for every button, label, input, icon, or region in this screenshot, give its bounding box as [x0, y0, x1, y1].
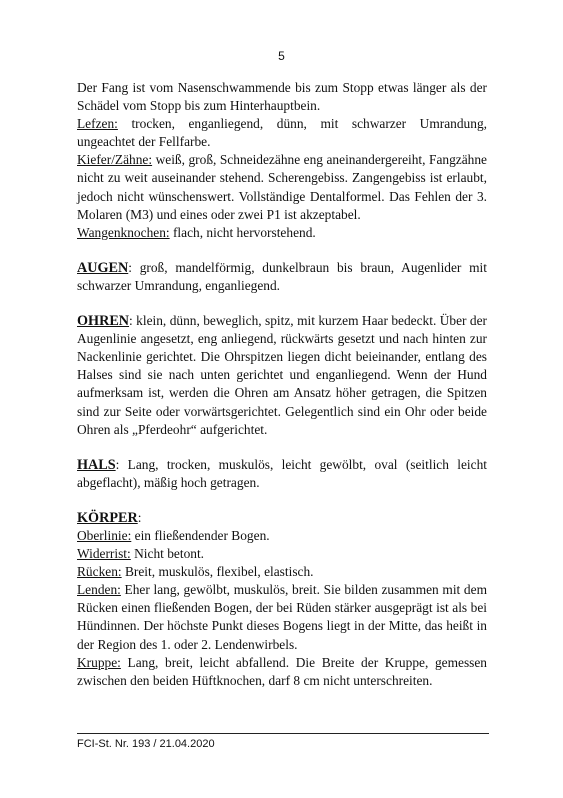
- lenden-paragraph: [77, 581, 487, 653]
- fang-paragraph: Der Fang ist vom Nasenschwammende bis zum Stopp etwas länger als der Schädel vom Stopp bis zum Hinterhauptbein.: [77, 80, 487, 114]
- koerper-text: :: [137, 509, 142, 525]
- koerper-paragraph: [77, 509, 487, 527]
- widerrist-paragraph: [77, 545, 487, 563]
- ohren-paragraph: [77, 312, 487, 439]
- augen-paragraph: [77, 259, 487, 295]
- ruecken-label: Rücken:: [77, 564, 122, 580]
- lefzen-label: Lefzen:: [77, 116, 118, 132]
- lefzen-paragraph: [77, 115, 487, 151]
- ruecken-text: Breit, muskulös, flexibel, elastisch.: [121, 564, 314, 580]
- widerrist-label: Widerrist:: [77, 546, 131, 562]
- page-number: 5: [278, 49, 285, 63]
- augen-heading: AUGEN: [77, 259, 129, 276]
- standard-body: [77, 79, 487, 690]
- hals-paragraph: [77, 456, 487, 492]
- lefzen-text: trocken, enganliegend, dünn, mit schwarzer Umrandung, ungeachtet der Fellfarbe.: [77, 116, 487, 150]
- hals-text: : Lang, trocken, muskulös, leicht gewölbt, oval (seitlich leicht abgeflacht), mäßig hoch getragen.: [77, 456, 487, 490]
- lenden-text: Eher lang, gewölbt, muskulös, breit. Sie bilden zusammen mit dem Rücken einen fließenden Bogen, der bei Rüden stärker ausgeprägt ist als bei Hündinnen. Der höchste Punkt dieses Bogens liegt in der Mitte, das heißt in der Region des 1. oder 2. Lendenwirbels.: [77, 582, 487, 652]
- ohren-text: : klein, dünn, beweglich, spitz, mit kurzem Haar bedeckt. Über der Augenlinie angesetzt, eng anliegend, rückwärts gesetzt und nach hinten zur Nackenlinie gerichtet. Die Ohrspitzen liegen dicht beieinander, entlang des Halses sind sie nach unten gerichtet und enganliegend. Wenn der Hund aufmerksam ist, werden die Ohren am Ansatz höher getragen, die Spitzen sind zur Seite oder vorwärtsgerichtet. Gelegentlich sind ein Ohr oder beide Ohren als „Pferdeohr“ aufgerichtet.: [77, 313, 487, 437]
- lenden-label: Lenden:: [77, 582, 121, 598]
- oberlinie-paragraph: [77, 527, 487, 545]
- hals-heading: HALS: [77, 456, 116, 473]
- wangen-text: flach, nicht hervorstehend.: [169, 224, 316, 240]
- kruppe-label: Kruppe:: [77, 654, 121, 670]
- wangen-paragraph: [77, 224, 487, 242]
- augen-text: : groß, mandelförmig, dunkelbraun bis braun, Augenlider mit schwarzer Umrandung, enganliegend.: [77, 259, 487, 293]
- kiefer-paragraph: [77, 151, 487, 223]
- kiefer-label: Kiefer/Zähne:: [77, 152, 153, 168]
- footer-divider: [77, 733, 489, 734]
- oberlinie-text: ein fließendender Bogen.: [131, 527, 270, 543]
- kiefer-text: weiß, groß, Schneidezähne eng aneinandergereiht, Fangzähne nicht zu weit auseinander stehend. Scherengebiss. Zangengebiss ist erlaubt, jedoch nicht wünschenswert. Vollständige Dentalformel. Das Fehlen der 3. Molaren (M3) und eines oder zwei P1 ist akzeptabel.: [77, 152, 487, 222]
- ohren-heading: OHREN: [77, 313, 130, 330]
- footer-reference: FCI-St. Nr. 193 / 21.04.2020: [77, 738, 215, 750]
- kruppe-paragraph: [77, 654, 487, 690]
- kruppe-text: Lang, breit, leicht abfallend. Die Breite der Kruppe, gemessen zwischen den beiden Hüftknochen, darf 8 cm nicht unterschreiten.: [77, 654, 487, 688]
- ruecken-paragraph: [77, 563, 487, 581]
- koerper-heading: KÖRPER: [77, 509, 138, 526]
- wangen-label: Wangenknochen:: [77, 224, 170, 240]
- oberlinie-label: Oberlinie:: [77, 527, 132, 543]
- widerrist-text: Nicht betont.: [130, 546, 205, 562]
